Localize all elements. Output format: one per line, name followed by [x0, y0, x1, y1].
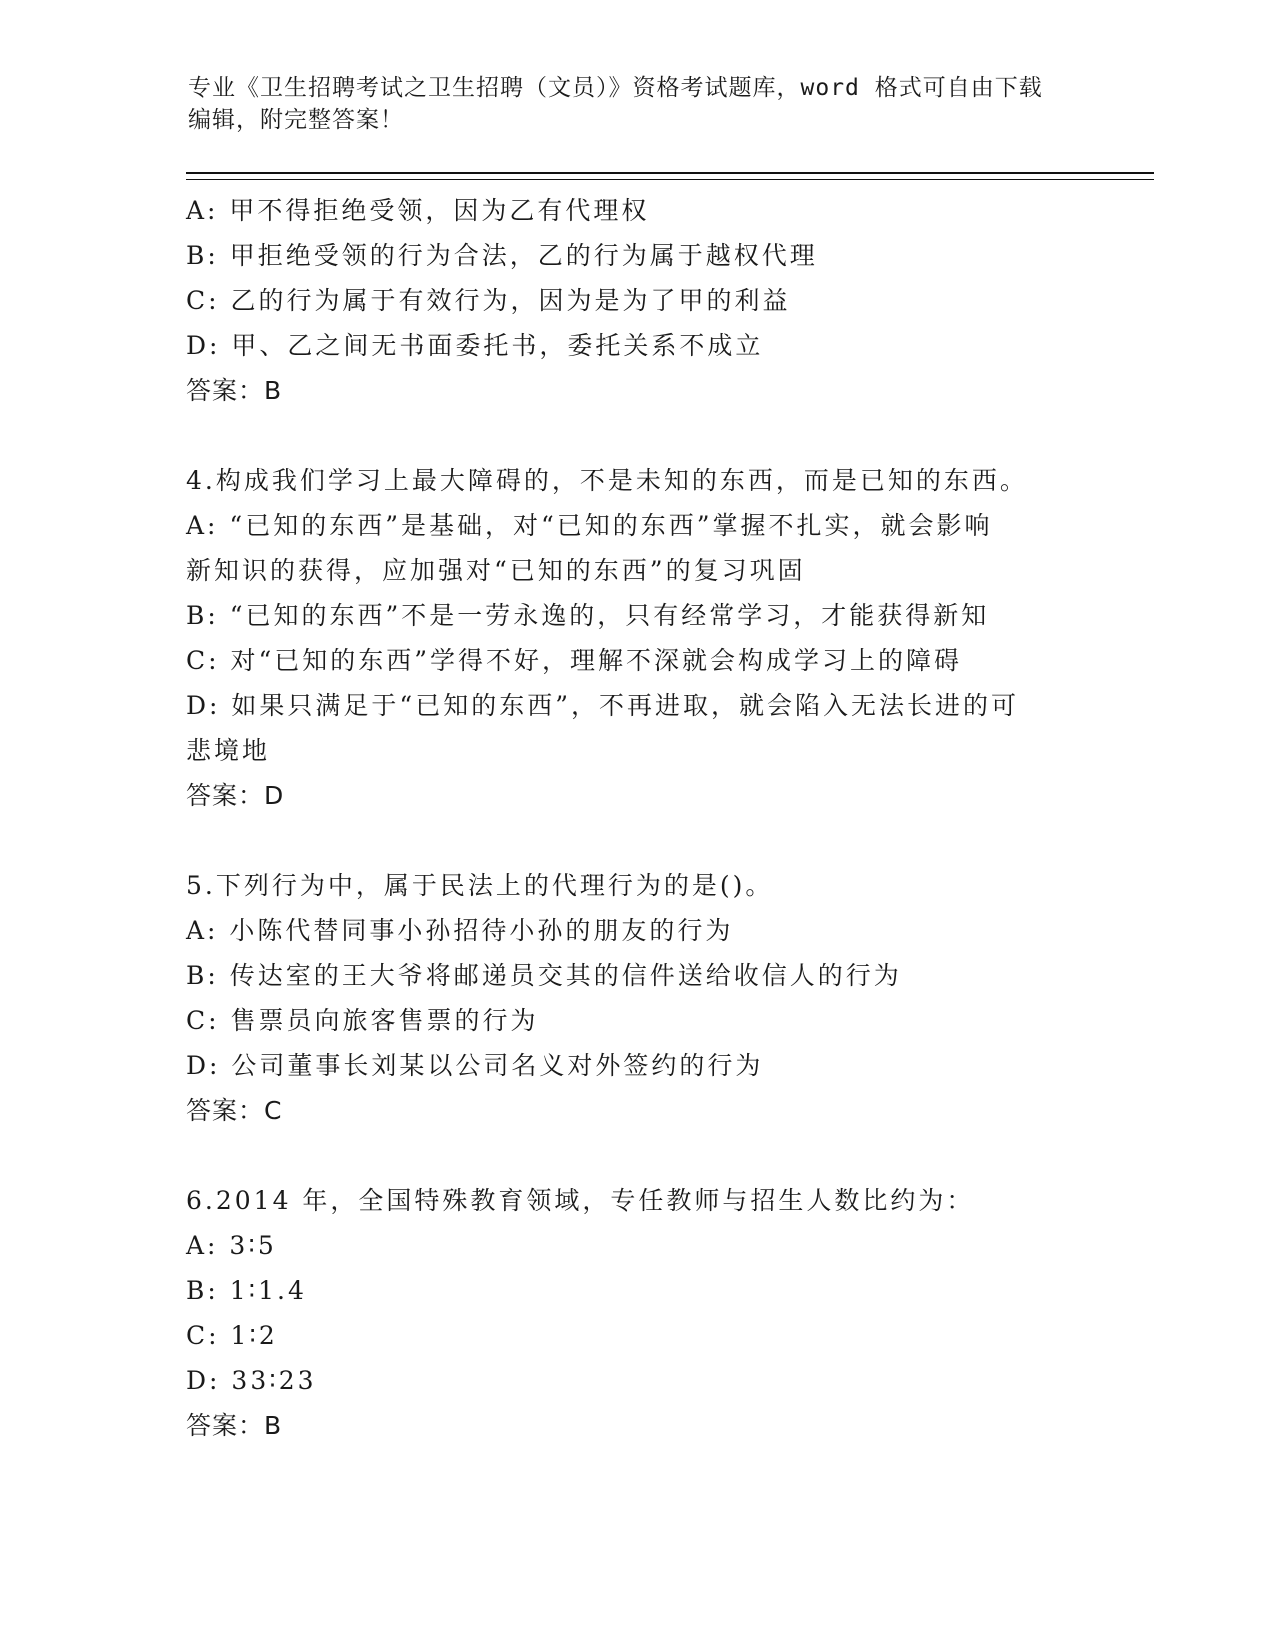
header-line-1: 专业《卫生招聘考试之卫生招聘（文员）》资格考试题库，word 格式可自由下载: [188, 75, 1043, 101]
option-b: B: 1∶1.4: [186, 1276, 307, 1305]
option-d: D: 如果只满足于“已知的东西”，不再进取，就会陷入无法长进的可: [186, 691, 1019, 720]
question-text: 5.下列行为中，属于民法上的代理行为的是()。: [186, 871, 774, 900]
option-c: C: 乙的行为属于有效行为，因为是为了甲的利益: [186, 286, 791, 315]
option-c: C: 对“已知的东西”学得不好，理解不深就会构成学习上的障碍: [186, 646, 963, 675]
option-d-continued: 悲境地: [186, 736, 271, 765]
question-text: 4.构成我们学习上最大障碍的，不是未知的东西，而是已知的东西。: [186, 466, 1028, 495]
question-block-6: [186, 1178, 1086, 1449]
option-b: B: 甲拒绝受领的行为合法，乙的行为属于越权代理: [186, 241, 818, 270]
option-d: D: 公司董事长刘某以公司名义对外签约的行为: [186, 1051, 764, 1080]
question-block-4: [186, 458, 1086, 819]
question-block-3: [186, 188, 1086, 414]
document-header: [188, 72, 1068, 136]
answer-line: 答案：C: [186, 1096, 283, 1125]
header-line-2: 编辑，附完整答案！: [188, 107, 404, 133]
question-text: 6.2014 年，全国特殊教育领域，专任教师与招生人数比约为：: [186, 1186, 975, 1215]
answer-line: 答案：D: [186, 781, 285, 810]
answer-line: 答案：B: [186, 376, 283, 405]
option-b: B: “已知的东西”不是一劳永逸的，只有经常学习，才能获得新知: [186, 601, 990, 630]
option-d: D: 甲、乙之间无书面委托书，委托关系不成立: [186, 331, 764, 360]
question-content: [186, 188, 1086, 1449]
option-b: B: 传达室的王大爷将邮递员交其的信件送给收信人的行为: [186, 961, 902, 990]
header-rule-thin: [186, 179, 1154, 180]
question-block-5: [186, 863, 1086, 1134]
option-c: C: 售票员向旅客售票的行为: [186, 1006, 539, 1035]
option-a: A: 小陈代替同事小孙招待小孙的朋友的行为: [186, 916, 734, 945]
option-a-continued: 新知识的获得，应加强对“已知的东西”的复习巩固: [186, 556, 806, 585]
option-d: D: 33∶23: [186, 1366, 317, 1395]
header-rule-thick: [186, 172, 1154, 174]
option-a: A: “已知的东西”是基础，对“已知的东西”掌握不扎实，就会影响: [186, 511, 993, 540]
option-a: A: 甲不得拒绝受领，因为乙有代理权: [186, 196, 650, 225]
option-a: A: 3∶5: [186, 1231, 277, 1260]
option-c: C: 1∶2: [186, 1321, 278, 1350]
answer-line: 答案：B: [186, 1411, 283, 1440]
